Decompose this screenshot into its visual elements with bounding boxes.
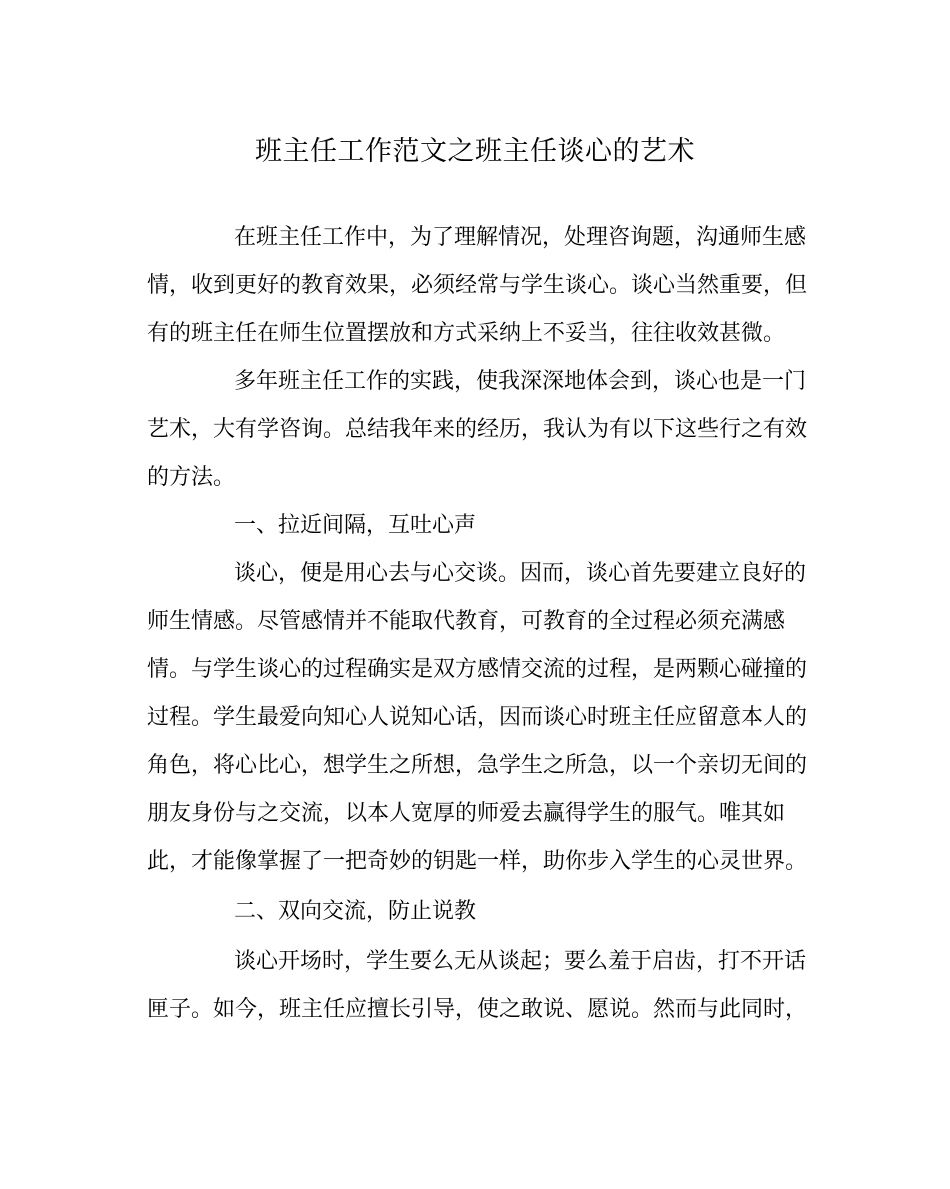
- paragraph-line: 多年班主任工作的实践，使我深深地体会到，谈心也是一门: [234, 369, 807, 394]
- paragraph-line: 师生情感。尽管感情并不能取代教育，可教育的全过程必须充满感: [147, 609, 786, 634]
- paragraph-line: 在班主任工作中，为了理解情况，处理咨询题，沟通师生感: [234, 225, 807, 250]
- paragraph-line: 朋友身份与之交流，以本人宽厚的师爱去赢得学生的服气。唯其如: [147, 801, 786, 826]
- paragraph-line: 过程。学生最爱向知心人说知心话，因而谈心时班主任应留意本人的: [147, 705, 808, 730]
- paragraph-line: 情，收到更好的教育效果，必须经常与学生谈心。谈心当然重要，但: [147, 273, 808, 298]
- paragraph-line: 的方法。: [147, 465, 236, 490]
- paragraph-line: 情。与学生谈心的过程确实是双方感情交流的过程，是两颗心碰撞的: [147, 657, 808, 682]
- paragraph-line: 匣子。如今，班主任应擅长引导，使之敢说、愿说。然而与此同时，: [147, 997, 808, 1022]
- paragraph-line: 有的班主任在师生位置摆放和方式采纳上不妥当，往往收效甚微。: [147, 321, 786, 346]
- section-heading: 一、拉近间隔，互吐心声: [234, 513, 477, 538]
- paragraph-line: 角色，将心比心，想学生之所想，急学生之所急，以一个亲切无间的: [147, 753, 808, 778]
- paragraph-line: 艺术，大有学咨询。总结我年来的经历，我认为有以下这些行之有效: [147, 417, 808, 442]
- page-title: 班主任工作范文之班主任谈心的艺术: [255, 136, 695, 167]
- paragraph-line: 谈心，便是用心去与心交谈。因而，谈心首先要建立良好的: [234, 561, 807, 586]
- paragraph-line: 谈心开场时，学生要么无从谈起；要么羞于启齿，打不开话: [234, 949, 807, 974]
- paragraph-line: 此，才能像掌握了一把奇妙的钥匙一样，助你步入学生的心灵世界。: [147, 849, 808, 874]
- section-heading: 二、双向交流，防止说教: [234, 899, 477, 924]
